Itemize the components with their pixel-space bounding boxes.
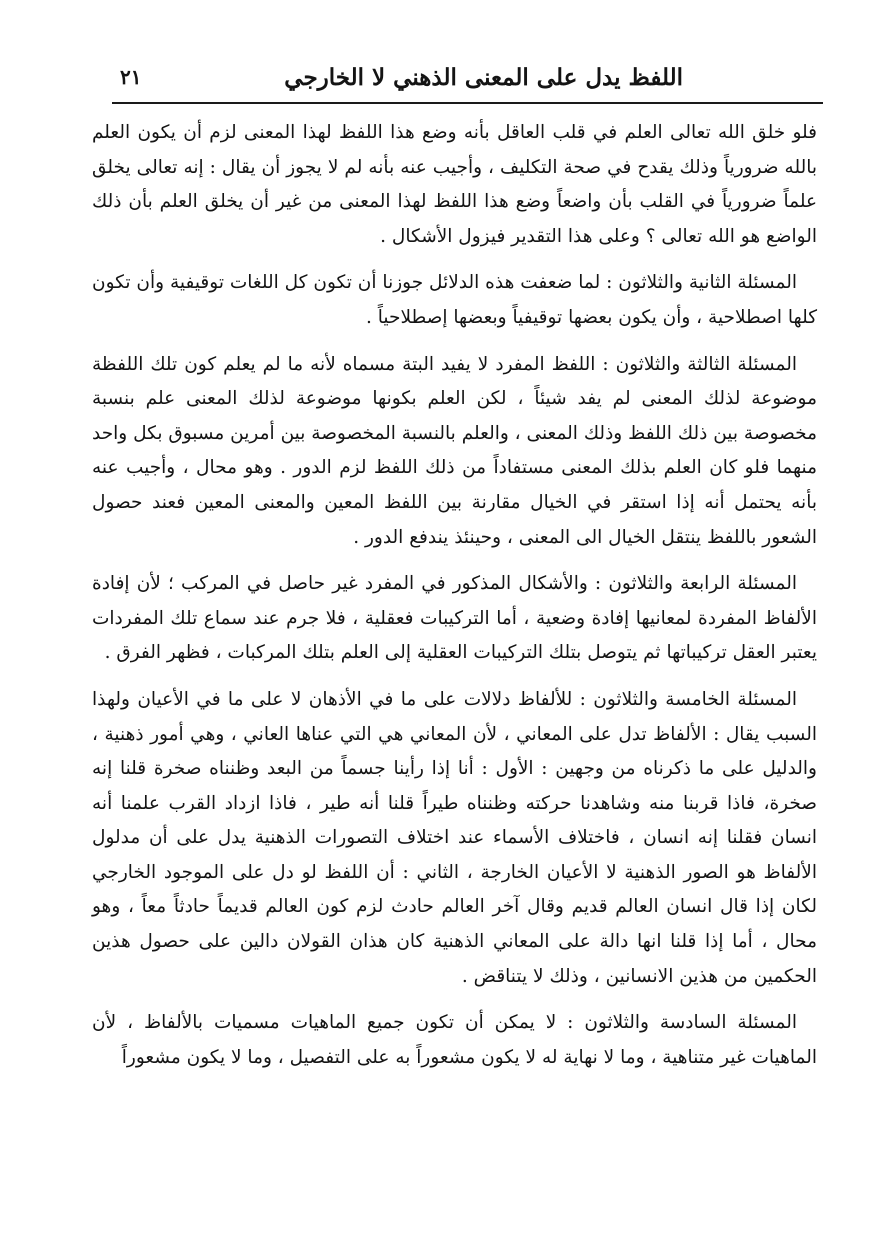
paragraph-issue-35: المسئلة الخامسة والثلاثون : للألفاظ دلالات على ما في الأذهان لا على ما في الأعيان ولهذا السبب يقال : الألفاظ تدل على المعاني ، لأن المعاني هي التي عناها العاني ، وهي أمور ذهنية ، والدليل على ما ذكرناه من وجهين : الأول : أنا إذا رأينا جسماً من البعد وظنناه صخرة قلنا إنه صخرة، فاذا قربنا منه وشاهدنا حركته وظنناه طيراً قلنا أنه طير ، فاذا ازداد القرب علمنا أنه انسان فقلنا إنه انسان ، فاختلاف الأسماء عند اختلاف التصورات الذهنية يدل على أن مدلول الألفاظ هو الصور الذهنية لا الأعيان الخارجة ، الثاني : أن اللفظ لو دل على الموجود الخارجي لكان إذا قال انسان العالم قديم وقال آخر العالم حادث لزم كون العالم قديماً حادثاً معاً ، وهو محال ، أما إذا قلنا انها دالة على المعاني الذهنية كان هذان القولان دالين على حصول هذين الحكمين من هذين الانسانين ، وذلك لا يتناقض . xyxy=(92,688,817,987)
running-title: اللفظ يدل على المعنى الذهني لا الخارجي xyxy=(284,63,683,91)
body-text xyxy=(92,116,817,1087)
paragraph-continuation: فلو خلق الله تعالى العلم في قلب العاقل بأنه وضع هذا اللفظ لهذا المعنى لزم أن يكون العلم بالله ضرورياً وذلك يقدح في صحة التكليف ، وأجيب عنه بأنه لم لا يجوز أن يقال : إنه تعالى يخلق علماً ضرورياً في القلب بأن واضعاً وضع هذا اللفظ لهذا المعنى من غير أن يخلق العلم بأن ذلك الواضع هو الله تعالى ؟ وعلى هذا التقدير فيزول الأشكال . xyxy=(92,122,817,247)
paragraph-issue-33: المسئلة الثالثة والثلاثون : اللفظ المفرد لا يفيد البتة مسماه لأنه ما لم يعلم كون تلك اللفظة موضوعة لذلك المعنى لم يفد شيئاً ، لكن العلم بكونها موضوعة لذلك المعنى علم بنسبة مخصوصة بين ذلك اللفظ وذلك المعنى ، والعلم بالنسبة المخصوصة بين أمرين مسبوق بكل واحد منهما فلو كان العلم بذلك المعنى مستفاداً من ذلك اللفظ لزم الدور . وهو محال ، وأجيب عنه بأنه يحتمل أنه إذا استقر في الخيال مقارنة بين اللفظ المعين والمعنى المعين فعند حصول الشعور باللفظ ينتقل الخيال الى المعنى ، وحينئذ يندفع الدور . xyxy=(92,353,817,548)
paragraph-issue-36: المسئلة السادسة والثلاثون : لا يمكن أن تكون جميع الماهيات مسميات بالألفاظ ، لأن الماهيات غير متناهية ، وما لا نهاية له لا يكون مشعوراً به على التفصيل ، وما لا يكون مشعوراً xyxy=(92,1012,817,1068)
page-header xyxy=(112,52,823,104)
paragraph-issue-32: المسئلة الثانية والثلاثون : لما ضعفت هذه الدلائل جوزنا أن تكون كل اللغات توقيفية وأن تكون كلها اصطلاحية ، وأن يكون بعضها توقيفياً وبعضها إصطلاحياً . xyxy=(92,272,817,328)
paragraph-issue-34: المسئلة الرابعة والثلاثون : والأشكال المذكور في المفرد غير حاصل في المركب ؛ لأن إفادة الألفاظ المفردة لمعانيها إفادة وضعية ، أما التركيبات فعقلية ، فلا جرم عند سماع تلك المفردات يعتبر العقل تركيباتها ثم يتوصل بتلك التركيبات العقلية إلى العلم بتلك المركبات ، فظهر الفرق . xyxy=(92,573,817,664)
page-number: ٢١ xyxy=(120,65,142,89)
